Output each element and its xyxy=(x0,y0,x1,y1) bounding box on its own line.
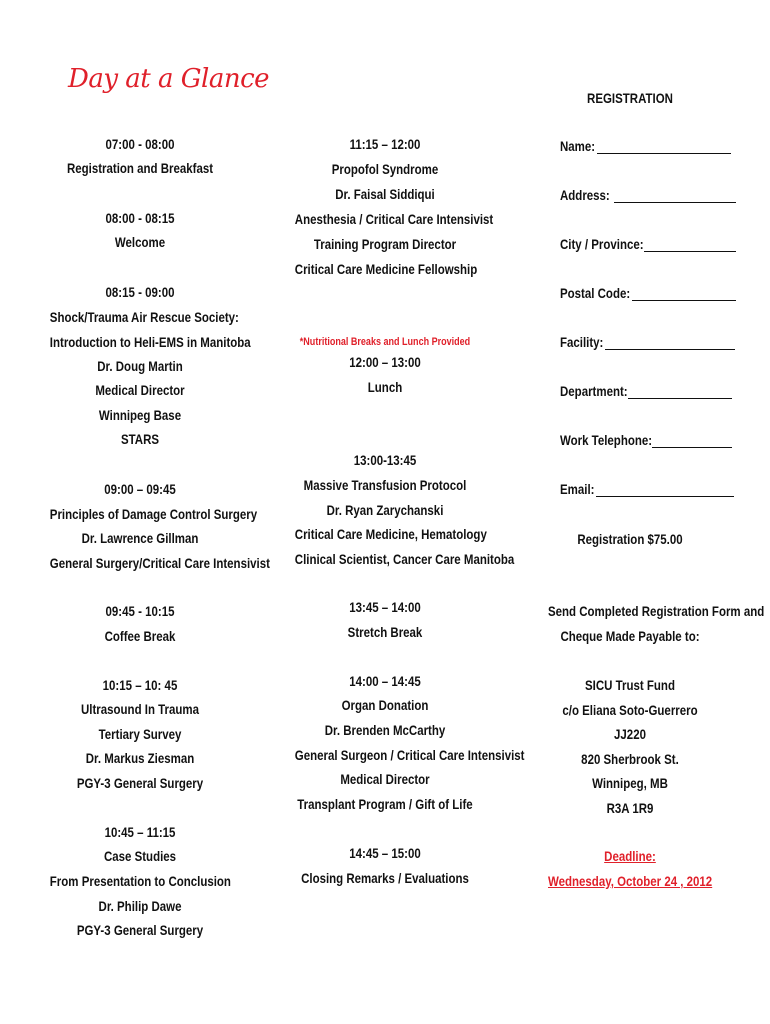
postal-code-field[interactable] xyxy=(560,285,736,301)
session-line: Dr. Faisal Siddiqui xyxy=(335,186,435,202)
session-line: Coffee Break xyxy=(104,628,176,644)
session-line: Tertiary Survey xyxy=(98,726,182,742)
facility-field[interactable] xyxy=(560,334,735,350)
session-line: Dr. Doug Martin xyxy=(97,358,183,374)
mailing-address-line: R3A 1R9 xyxy=(606,800,654,816)
time-slot: 08:00 - 08:15 xyxy=(105,210,175,226)
session-line: Massive Transfusion Protocol xyxy=(303,477,467,493)
meals-note: *Nutritional Breaks and Lunch Provided xyxy=(299,336,471,348)
time-slot: 08:15 - 09:00 xyxy=(105,284,175,300)
registration-fee: Registration $75.00 xyxy=(577,531,683,547)
session-line: Transplant Program / Gift of Life xyxy=(297,796,473,812)
session-line: Registration and Breakfast xyxy=(66,160,214,176)
blank-line[interactable] xyxy=(644,239,736,252)
department-field[interactable] xyxy=(560,383,732,399)
mailing-address-line: 820 Sherbrook St. xyxy=(581,751,679,767)
time-slot: 12:00 – 13:00 xyxy=(349,354,421,370)
session-line: Dr. Philip Dawe xyxy=(98,898,182,914)
session-line: Dr. Ryan Zarychanski xyxy=(326,502,444,518)
time-slot: 09:45 - 10:15 xyxy=(105,603,175,619)
session-line: Principles of Damage Control Surgery xyxy=(49,506,258,522)
blank-line[interactable] xyxy=(605,337,735,350)
session-line: Dr. Markus Ziesman xyxy=(85,750,195,766)
time-slot: 11:15 – 12:00 xyxy=(349,136,421,152)
send-instructions: Send Completed Registration Form and xyxy=(548,603,765,619)
deadline-label: Deadline: xyxy=(604,848,656,864)
blank-line[interactable] xyxy=(597,141,731,154)
blank-line[interactable] xyxy=(596,484,734,497)
session-line: Critical Care Medicine, Hematology xyxy=(294,526,487,542)
time-slot: 07:00 - 08:00 xyxy=(105,136,175,152)
session-line: Ultrasound In Trauma xyxy=(80,701,200,717)
time-slot: 09:00 – 09:45 xyxy=(104,481,176,497)
session-line: Lunch xyxy=(367,379,403,395)
field-label: Name: xyxy=(560,138,596,154)
name-field[interactable] xyxy=(560,138,731,154)
session-line: Propofol Syndrome xyxy=(331,161,439,177)
field-label: Email: xyxy=(560,481,595,497)
blank-line[interactable] xyxy=(628,386,732,399)
mailing-address-line: c/o Eliana Soto-Guerrero xyxy=(562,702,698,718)
session-line: Welcome xyxy=(114,234,166,250)
session-line: STARS xyxy=(120,431,160,447)
field-label: Work Telephone: xyxy=(560,432,653,448)
time-slot: 13:45 – 14:00 xyxy=(349,599,421,615)
session-line: PGY-3 General Surgery xyxy=(76,775,204,791)
session-line: Introduction to Heli-EMS in Manitoba xyxy=(49,334,251,350)
session-line: Clinical Scientist, Cancer Care Manitoba xyxy=(294,551,515,567)
session-line: Medical Director xyxy=(95,382,185,398)
session-line: Medical Director xyxy=(340,771,430,787)
session-line: PGY-3 General Surgery xyxy=(76,922,204,938)
page-title: Day at a Glance xyxy=(68,64,270,94)
field-label: City / Province: xyxy=(560,236,644,252)
field-label: Address: xyxy=(560,187,610,203)
deadline-date: Wednesday, October 24 , 2012 xyxy=(548,873,713,889)
session-line: Training Program Director xyxy=(313,236,457,252)
session-line: From Presentation to Conclusion xyxy=(49,873,231,889)
mailing-address-line: Winnipeg, MB xyxy=(592,775,668,791)
session-line: General Surgery/Critical Care Intensivist xyxy=(49,555,270,571)
blank-line[interactable] xyxy=(632,288,736,301)
send-instructions: Cheque Made Payable to: xyxy=(560,628,700,644)
session-line: Organ Donation xyxy=(341,697,429,713)
session-line: Dr. Brenden McCarthy xyxy=(324,722,446,738)
field-label: Facility: xyxy=(560,334,604,350)
time-slot: 10:15 – 10: 45 xyxy=(102,677,178,693)
session-line: Critical Care Medicine Fellowship xyxy=(294,261,478,277)
blank-line[interactable] xyxy=(652,435,732,448)
session-line: Dr. Lawrence Gillman xyxy=(81,530,199,546)
time-slot: 10:45 – 11:15 xyxy=(104,824,176,840)
email-field[interactable] xyxy=(560,481,734,497)
registration-heading: REGISTRATION xyxy=(587,90,673,106)
session-line: Closing Remarks / Evaluations xyxy=(301,870,469,886)
mailing-address-line: SICU Trust Fund xyxy=(585,677,675,693)
city-province-field[interactable] xyxy=(560,236,736,252)
time-slot: 14:00 – 14:45 xyxy=(349,673,421,689)
field-label: Postal Code: xyxy=(560,285,631,301)
address-field[interactable] xyxy=(560,187,736,203)
field-label: Department: xyxy=(560,383,628,399)
time-slot: 14:45 – 15:00 xyxy=(349,845,421,861)
work-telephone-field[interactable] xyxy=(560,432,732,448)
mailing-address-line: JJ220 xyxy=(614,726,646,742)
session-line: Stretch Break xyxy=(347,624,423,640)
blank-line[interactable] xyxy=(614,190,736,203)
session-line: Winnipeg Base xyxy=(98,407,182,423)
session-line: Shock/Trauma Air Rescue Society: xyxy=(49,309,239,325)
session-line: Case Studies xyxy=(103,848,177,864)
session-line: Anesthesia / Critical Care Intensivist xyxy=(294,211,494,227)
time-slot: 13:00-13:45 xyxy=(353,452,417,468)
session-line: General Surgeon / Critical Care Intensivist xyxy=(294,747,525,763)
